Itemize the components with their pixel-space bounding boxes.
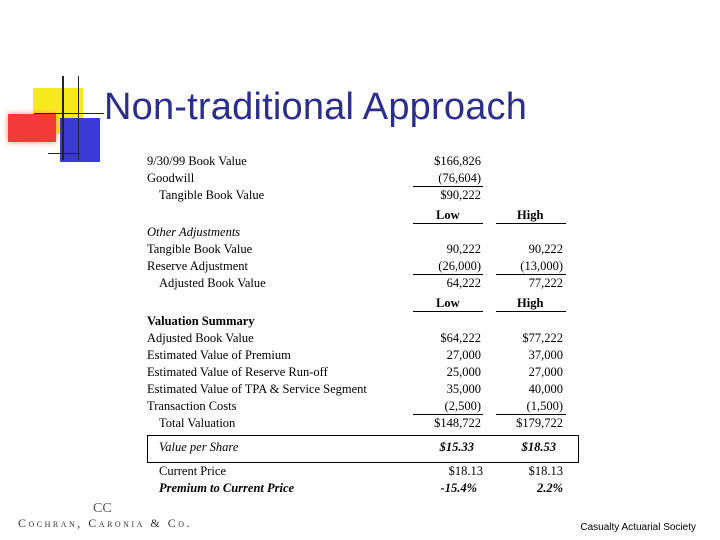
row-label: Current Price	[159, 464, 226, 478]
row-high: 77,222	[528, 276, 563, 290]
table-row	[147, 154, 587, 170]
row-low: -15.4%	[440, 481, 477, 495]
company-name: Cochran, Caronia & Co.	[18, 516, 193, 530]
row-label: Tangible Book Value	[159, 188, 265, 202]
logo-line	[78, 76, 79, 160]
table-row	[147, 188, 587, 204]
heading-text: Other Adjustments	[147, 225, 241, 239]
row-label: Tangible Book Value	[147, 242, 253, 256]
header-low: Low	[436, 296, 460, 310]
underline	[413, 311, 483, 312]
row-value: $90,222	[440, 188, 481, 202]
logo-blue-block	[60, 118, 100, 162]
row-label: Total Valuation	[159, 416, 236, 430]
row-low: 25,000	[446, 365, 481, 379]
header-high: High	[517, 296, 544, 310]
row-low: 90,222	[446, 242, 481, 256]
row-label: 9/30/99 Book Value	[147, 154, 247, 168]
table-row	[147, 276, 587, 292]
table-row	[147, 242, 587, 258]
underline	[496, 311, 566, 312]
underline	[413, 274, 483, 275]
row-value: $166,826	[434, 154, 481, 168]
row-low: 27,000	[446, 348, 481, 362]
company-logo-mark: CC	[93, 501, 112, 516]
row-low: $64,222	[440, 331, 481, 345]
logo-line	[48, 153, 80, 154]
row-high: (13,000)	[520, 259, 563, 273]
section-heading	[147, 314, 587, 330]
footer-text: Casualty Actuarial Society	[580, 522, 696, 533]
table-row	[147, 259, 587, 275]
row-label: Estimated Value of Premium	[147, 348, 291, 362]
page-title: Non-traditional Approach	[104, 86, 528, 128]
row-label: Transaction Costs	[147, 399, 237, 413]
table-row	[147, 481, 587, 497]
row-low: (2,500)	[444, 399, 481, 413]
table-row	[147, 331, 587, 347]
underline	[413, 186, 483, 187]
row-high: (1,500)	[526, 399, 563, 413]
row-high: 27,000	[528, 365, 563, 379]
logo-line	[62, 76, 64, 160]
table-row	[147, 416, 587, 432]
row-low: $18.13	[448, 464, 483, 478]
table-row	[147, 399, 587, 415]
underline	[496, 414, 566, 415]
underline	[496, 274, 566, 275]
row-value: (76,604)	[438, 171, 481, 185]
underline	[496, 223, 566, 224]
row-high: $77,222	[522, 331, 563, 345]
row-label: Value per Share	[159, 440, 239, 454]
section-heading	[147, 225, 587, 241]
header-high: High	[517, 208, 544, 222]
row-low: 64,222	[446, 276, 481, 290]
row-label: Premium to Current Price	[159, 481, 295, 495]
logo-line	[34, 113, 104, 114]
table-row	[147, 348, 587, 364]
column-headers	[147, 296, 587, 312]
row-high: 2.2%	[536, 481, 563, 495]
row-low: $148,722	[434, 416, 481, 430]
row-high: $18.13	[528, 464, 563, 478]
table-row	[147, 365, 587, 381]
row-high: $179,722	[516, 416, 563, 430]
row-high: $18.53	[521, 440, 556, 454]
table-row	[147, 464, 587, 480]
row-label: Adjusted Book Value	[159, 276, 266, 290]
row-label: Reserve Adjustment	[147, 259, 249, 273]
logo-red-block	[8, 114, 56, 142]
underline	[413, 223, 483, 224]
row-high: 40,000	[528, 382, 563, 396]
row-low: 35,000	[446, 382, 481, 396]
underline	[413, 414, 483, 415]
row-high: 37,000	[528, 348, 563, 362]
row-low: (26,000)	[438, 259, 481, 273]
row-label: Estimated Value of Reserve Run-off	[147, 365, 328, 379]
row-low: $15.33	[439, 440, 474, 454]
heading-text: Valuation Summary	[147, 314, 255, 328]
header-low: Low	[436, 208, 460, 222]
column-headers	[147, 208, 587, 224]
row-high: 90,222	[528, 242, 563, 256]
row-label: Adjusted Book Value	[147, 331, 254, 345]
table-row	[147, 171, 587, 187]
per-share-row	[147, 440, 587, 456]
table-row	[147, 382, 587, 398]
row-label: Goodwill	[147, 171, 195, 185]
row-label: Estimated Value of TPA & Service Segment	[147, 382, 367, 396]
